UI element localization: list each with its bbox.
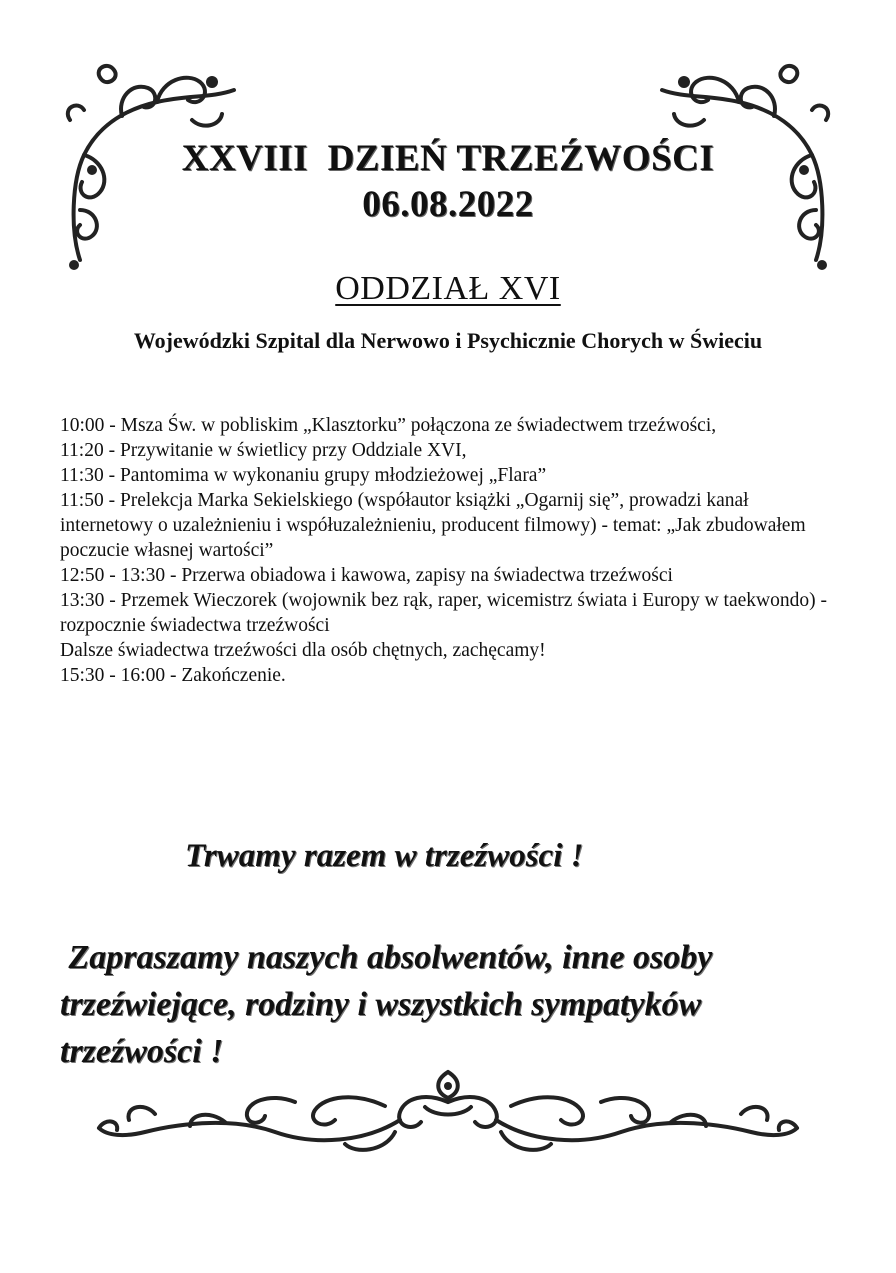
event-date: 06.08.2022 <box>362 184 534 225</box>
schedule-list <box>60 413 830 688</box>
bottom-divider-ornament <box>95 1062 801 1162</box>
schedule-item: Dalsze świadectwa trzeźwości dla osób chętnych, zachęcamy! <box>60 640 546 661</box>
schedule-item: 11:20 - Przywitanie w świetlicy przy Oddziale XVI, <box>60 440 467 461</box>
schedule-item: 12:50 - 13:30 - Przerwa obiadowa i kawowa, zapisy na świadectwa trzeźwości <box>60 565 673 586</box>
schedule-item: 15:30 - 16:00 - Zakończenie. <box>60 665 286 686</box>
invitation <box>60 934 840 1075</box>
schedule-item: 11:30 - Pantomima w wykonaniu grupy młodzieżowej „Flara” <box>60 465 547 486</box>
motto: Trwamy razem w trzeźwości ! <box>185 838 584 874</box>
schedule-item: 11:50 - Prelekcja Marka Sekielskiego (współautor książki „Ogarnij się”, prowadzi kanał internetowy o uzależnieniu i współuzależnieniu, producent filmowy) - temat: „Jak zbudowałem poczucie własnej wartości” <box>60 490 806 561</box>
event-title-line: XXVIII DZIEŃ TRZEŹWOŚCI <box>181 138 715 179</box>
event-title <box>0 136 896 228</box>
invitation-line: trzeźwości ! <box>60 1033 224 1070</box>
invitation-line: trzeźwiejące, rodziny i wszystkich sympatyków <box>60 986 702 1023</box>
invitation-line: Zapraszamy naszych absolwentów, inne osoby <box>60 939 713 976</box>
schedule-item: 13:30 - Przemek Wieczorek (wojownik bez rąk, raper, wicemistrz świata i Europy w taekwondo) - rozpocznie świadectwa trzeźwości <box>60 590 827 636</box>
hospital-name: Wojewódzki Szpital dla Nerwowo i Psychicznie Chorych w Świeciu <box>133 328 763 353</box>
department-heading: ODDZIAŁ XVI <box>335 270 561 307</box>
schedule-item: 10:00 - Msza Św. w pobliskim „Klasztorku” połączona ze świadectwem trzeźwości, <box>60 415 717 436</box>
